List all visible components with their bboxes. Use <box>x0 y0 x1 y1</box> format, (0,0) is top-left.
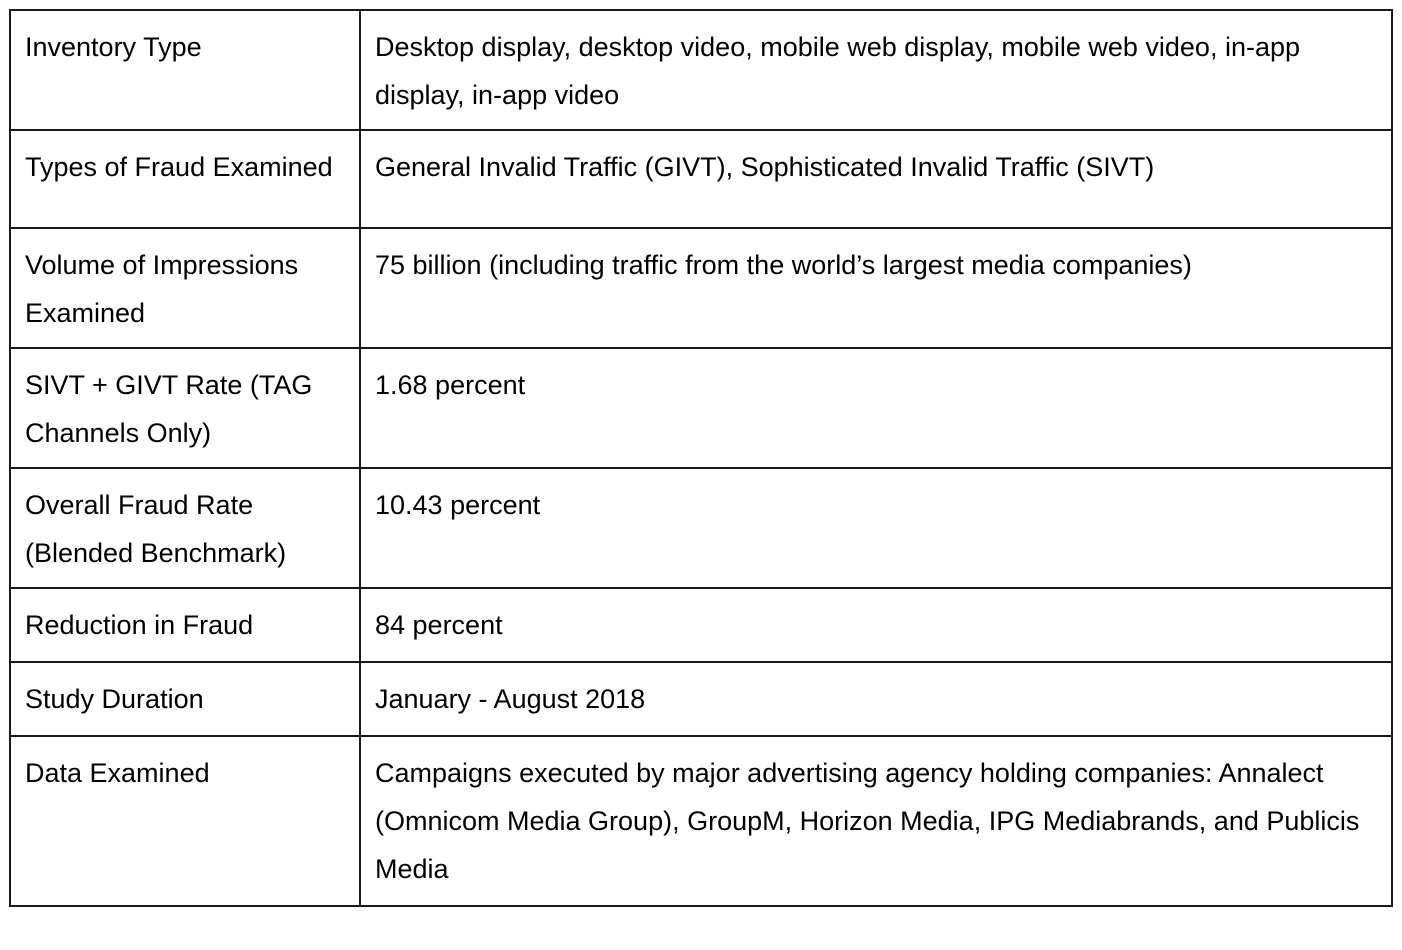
table-row <box>10 468 1392 588</box>
table-row <box>10 228 1392 348</box>
study-details-table <box>9 9 1393 907</box>
row-value: January - August 2018 <box>360 662 1392 736</box>
table-row <box>10 10 1392 130</box>
row-label: Inventory Type <box>10 10 360 130</box>
row-label: Volume of Impressions Examined <box>10 228 360 348</box>
row-label: SIVT + GIVT Rate (TAG Channels Only) <box>10 348 360 468</box>
table-row <box>10 348 1392 468</box>
table-row <box>10 130 1392 228</box>
row-value: Campaigns executed by major advertising agency holding companies: Annalect (Omnicom Media Group), GroupM, Horizon Media, IPG Mediabrands, and Publicis Media <box>360 736 1392 906</box>
table-row <box>10 736 1392 906</box>
table-row <box>10 662 1392 736</box>
row-label: Study Duration <box>10 662 360 736</box>
row-value: General Invalid Traffic (GIVT), Sophisticated Invalid Traffic (SIVT) <box>360 130 1392 228</box>
row-label: Overall Fraud Rate (Blended Benchmark) <box>10 468 360 588</box>
row-label: Types of Fraud Examined <box>10 130 360 228</box>
row-value: 75 billion (including traffic from the world’s largest media companies) <box>360 228 1392 348</box>
row-value: 1.68 percent <box>360 348 1392 468</box>
row-label: Data Examined <box>10 736 360 906</box>
row-value: 10.43 percent <box>360 468 1392 588</box>
table-row <box>10 588 1392 662</box>
row-value: Desktop display, desktop video, mobile web display, mobile web video, in-app display, in-app video <box>360 10 1392 130</box>
row-value: 84 percent <box>360 588 1392 662</box>
row-label: Reduction in Fraud <box>10 588 360 662</box>
